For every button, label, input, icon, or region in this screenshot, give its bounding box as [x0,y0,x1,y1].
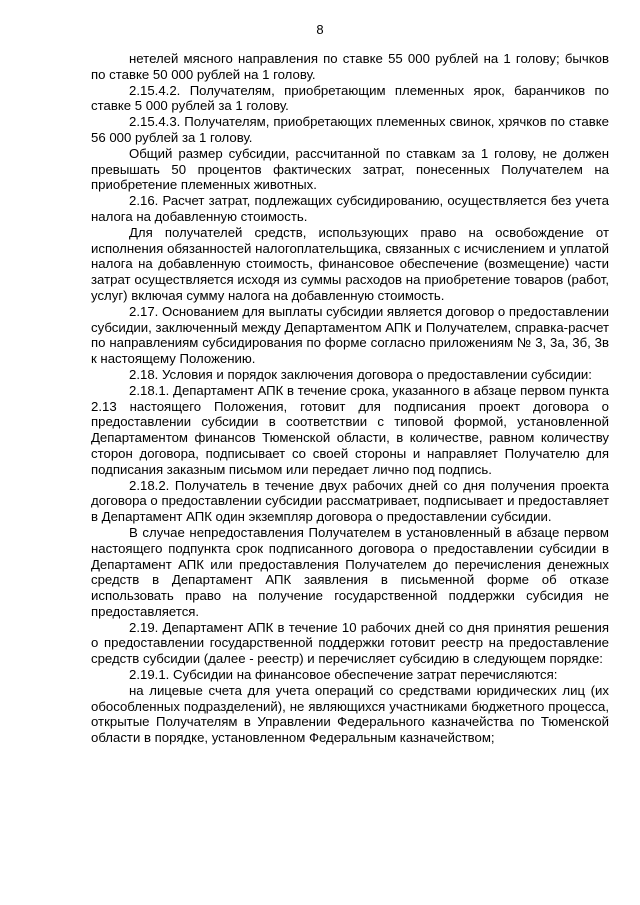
paragraph-8: 2.18. Условия и порядок заключения договора о предоставлении субсидии: [129,366,592,382]
document-body [91,51,609,746]
page-number: 8 [316,22,324,37]
paragraph-1: нетелей мясного направления по ставке 55 000 рублей на 1 голову; бычков по ставке 50 000 рублей на 1 голову. [91,51,609,82]
paragraph-2: 2.15.4.2. Получателям, приобретающим племенных ярок, баранчиков по ставке 5 000 рублей за 1 голову. [91,82,609,114]
paragraph-12: 2.19. Департамент АПК в течение 10 рабочих дней со дня принятия решения о предоставлении государственной поддержки готовит реестр на предоставление средств субсидии (далее - реестр) и перечисляет субсидию в следующем порядке: [91,619,609,667]
paragraph-9: 2.18.1. Департамент АПК в течение срока, указанного в абзаце первом пункта 2.13 настоящего Положения, готовит для подписания проект договора о предоставлении субсидии в соответствии с типовой формой, установленной Департаментом финансов Тюменской области, в количестве, равном количеству сторон договора, подписывает со своей стороны и направляет Получателю для подписания заказным письмом или передает лично под подпись. [91,382,609,477]
paragraph-11: В случае непредоставления Получателем в установленный в абзаце первом настоящего подпункта срок подписанного договора о предоставлении субсидии в Департамент АПК или предоставления Получателем до перечисления денежных средств в Департамент АПК заявления в письменной форме об отказе использовать право на получение государственной поддержки субсидия не предоставляется. [91,524,609,619]
paragraph-5: 2.16. Расчет затрат, подлежащих субсидированию, осуществляется без учета налога на добавленную стоимость. [91,193,609,224]
paragraph-10: 2.18.2. Получатель в течение двух рабочих дней со дня получения проекта договора о предоставлении субсидии рассматривает, подписывает и предоставляет в Департамент АПК один экземпляр договора о предоставлении субсидии. [91,477,609,525]
paragraph-13: 2.19.1. Субсидии на финансовое обеспечение затрат перечисляются: [129,667,558,683]
paragraph-7: 2.17. Основанием для выплаты субсидии является договор о предоставлении субсидии, заключенный между Департаментом АПК и Получателем, справка-расчет по направлениям субсидирования по форме согласно приложениям № 3, 3а, 3б, 3в к настоящему Положению. [91,303,609,367]
paragraph-6: Для получателей средств, использующих право на освобождение от исполнения обязанностей налогоплательщика, связанных с исчислением и уплатой налога на добавленную стоимость, финансовое обеспечение (возмещение) части затрат осуществляется исходя из суммы расходов на приобретение товаров (работ, услуг) включая сумму налога на добавленную стоимость. [91,224,609,303]
paragraph-14: на лицевые счета для учета операций со средствами юридических лиц (их обособленных подразделений), не являющихся участниками бюджетного процесса, открытые Получателям в Управлении Федерального казначейства по Тюменской области в порядке, установленном Федеральным казначейством; [91,682,609,746]
paragraph-4: Общий размер субсидии, рассчитанной по ставкам за 1 голову, не должен превышать 50 процентов фактических затрат, понесенных Получателем на приобретение племенных животных. [91,145,609,193]
paragraph-3: 2.15.4.3. Получателям, приобретающих племенных свинок, хрячков по ставке 56 000 рублей за 1 голову. [91,114,609,145]
